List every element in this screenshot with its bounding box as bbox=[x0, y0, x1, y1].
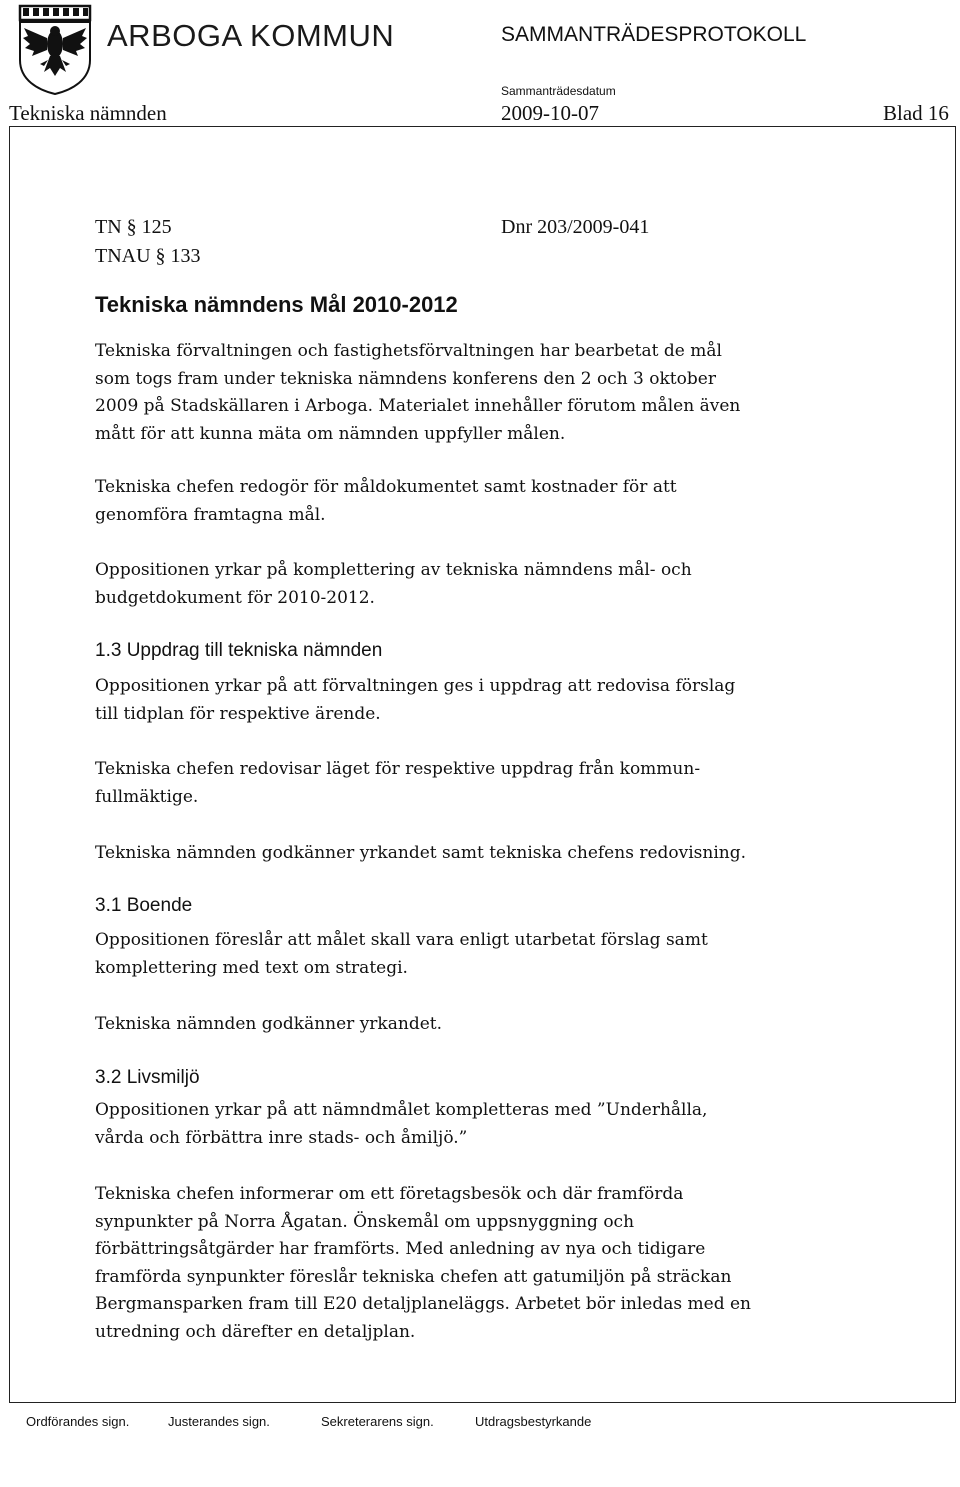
paragraph-chief-info bbox=[95, 1181, 855, 1346]
text-line: budgetdokument för 2010-2012. bbox=[95, 587, 375, 608]
secretary-signature-label: Sekreterarens sign. bbox=[321, 1414, 434, 1429]
text-line: framförda synpunkter föreslår tekniska chefen att gatumiljön på sträckan bbox=[95, 1266, 732, 1287]
text-line: 2009 på Stadskällaren i Arboga. Materialet innehåller förutom målen även bbox=[95, 396, 741, 416]
paragraph-decision-1 bbox=[95, 840, 855, 868]
page-title: Tekniska nämndens Mål 2010-2012 bbox=[95, 292, 458, 317]
text-line: Oppositionen yrkar på att förvaltningen ges i uppdrag att redovisa förslag bbox=[95, 676, 736, 696]
text-line: utredning och därefter en detaljplan. bbox=[95, 1321, 416, 1342]
text-line: som togs fram under tekniska nämndens konferens den 2 och 3 oktober bbox=[95, 368, 716, 389]
extract-certification-label: Utdragsbestyrkande bbox=[475, 1414, 592, 1429]
text-line: förbättringsåtgärder har framförts. Med anledning av nya och tidigare bbox=[95, 1239, 706, 1259]
text-line: synpunkter på Norra Ågatan. Önskemål om uppsnyggning och bbox=[95, 1211, 635, 1232]
text-line: Oppositionen yrkar på komplettering av tekniska nämndens mål- och bbox=[95, 560, 692, 580]
text-line: Tekniska förvaltningen och fastighetsförvaltningen har bearbetat de mål bbox=[95, 341, 722, 361]
text-line: komplettering med text om strategi. bbox=[95, 957, 408, 978]
paragraph-chief-status bbox=[95, 756, 855, 811]
text-line: Tekniska chefen redovisar läget för respektive uppdrag från kommun- bbox=[95, 759, 701, 779]
paragraph-intro bbox=[95, 338, 855, 448]
text-line: vårda och förbättra inre stads- och åmiljö.” bbox=[95, 1127, 468, 1148]
adjuster-signature-label: Justerandes sign. bbox=[168, 1414, 270, 1429]
meeting-date: 2009-10-07 bbox=[501, 101, 599, 125]
text-line: Tekniska nämnden godkänner yrkandet samt tekniska chefens redovisning. bbox=[95, 843, 747, 863]
section-heading-3-1: 3.1 Boende bbox=[95, 895, 193, 916]
text-line: Bergmansparken fram till E20 detaljplaneläggs. Arbetet bör inledas med en bbox=[95, 1294, 751, 1314]
page-number: Blad 16 bbox=[883, 101, 949, 125]
text-line: Tekniska nämnden godkänner yrkandet. bbox=[95, 1014, 442, 1034]
text-line: till tidplan för respektive ärende. bbox=[95, 703, 381, 724]
date-label: Sammanträdesdatum bbox=[501, 84, 616, 98]
text-line: fullmäktige. bbox=[95, 786, 199, 807]
text-line: Oppositionen föreslår att målet skall vara enligt utarbetat förslag samt bbox=[95, 930, 708, 950]
text-line: mått för att kunna mäta om nämnden uppfyller målen. bbox=[95, 423, 566, 444]
paragraph-chief-report bbox=[95, 474, 855, 529]
document-type: SAMMANTRÄDESPROTOKOLL bbox=[501, 23, 807, 46]
tnau-reference: TNAU § 133 bbox=[95, 245, 201, 267]
committee-name: Tekniska nämnden bbox=[9, 101, 167, 125]
chair-signature-label: Ordförandes sign. bbox=[26, 1414, 130, 1429]
case-number: Dnr 203/2009-041 bbox=[501, 216, 650, 238]
text-line: genomföra framtagna mål. bbox=[95, 504, 326, 525]
paragraph-opposition-3 bbox=[95, 927, 855, 982]
paragraph-decision-2 bbox=[95, 1011, 855, 1039]
text-line: Tekniska chefen informerar om ett företagsbesök och där framförda bbox=[95, 1184, 684, 1204]
paragraph-opposition-1 bbox=[95, 557, 855, 612]
paragraph-opposition-4 bbox=[95, 1097, 855, 1152]
brand-name: ARBOGA KOMMUN bbox=[107, 18, 395, 53]
coat-of-arms-icon bbox=[14, 2, 96, 96]
section-heading-1-3: 1.3 Uppdrag till tekniska nämnden bbox=[95, 640, 383, 661]
section-heading-3-2: 3.2 Livsmiljö bbox=[95, 1067, 200, 1088]
text-line: Oppositionen yrkar på att nämndmålet kompletteras med ”Underhålla, bbox=[95, 1100, 708, 1120]
text-line: Tekniska chefen redogör för måldokumentet samt kostnader för att bbox=[95, 477, 677, 497]
tn-reference: TN § 125 bbox=[95, 216, 172, 238]
paragraph-opposition-2 bbox=[95, 673, 855, 728]
